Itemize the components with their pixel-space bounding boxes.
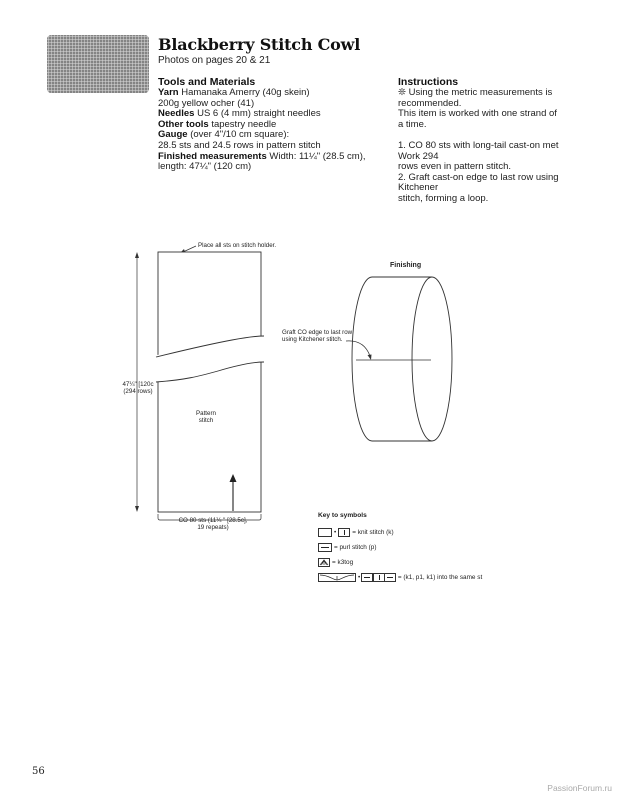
key-row-purl	[318, 543, 482, 552]
finishing-heading: Finishing	[390, 262, 422, 269]
instruction-note-line: recommended.	[398, 97, 462, 109]
key-separator: •	[334, 529, 337, 536]
length-label-line: 47¼" [120c	[122, 381, 154, 388]
gauge-text: (over 4"/10 cm square):	[190, 129, 290, 141]
purl-cell-icon	[384, 573, 396, 582]
tools-heading: Tools and Materials	[158, 76, 256, 88]
page-number: 56	[32, 766, 45, 777]
blank-symbol-icon	[318, 528, 332, 537]
yarn-label: Yarn	[158, 87, 179, 98]
watermark: PassionForum.ru	[547, 783, 612, 793]
key-row-k3tog	[318, 558, 482, 567]
knit-label: = knit stitch (k)	[352, 529, 394, 536]
needles-label: Needles	[158, 108, 195, 120]
instruction-note-line: ❊ Using the metric measurements is	[398, 87, 553, 98]
key-row-increase	[318, 573, 482, 582]
graft-label	[282, 329, 352, 344]
instruction-step-line: 1. CO 80 sts with long-tail cast-on met	[398, 139, 559, 151]
other-tools-label: Other tools	[158, 118, 209, 130]
graft-label-line: Graft CO edge to last row	[282, 329, 353, 336]
pattern-stitch-line: Pattern	[196, 410, 216, 417]
stitch-holder-note: Place all sts on stitch holder.	[198, 242, 277, 249]
purl-symbol-icon	[318, 543, 332, 552]
key-heading: Key to symbols	[318, 512, 367, 519]
photo-reference: Photos on pages 20 & 21	[158, 55, 271, 66]
increase-symbol-icon	[318, 573, 356, 582]
finished-line-2: length: 47¼" (120 cm)	[158, 161, 252, 173]
key-row-knit	[318, 528, 482, 537]
instruction-step-line: Kitchener	[398, 182, 439, 194]
instructions-heading: Instructions	[398, 76, 459, 88]
yarn-text: Hamanaka Amerry (40g skein)	[181, 87, 310, 98]
instruction-note-line: a time.	[398, 118, 427, 130]
instruction-step-line: stitch, forming a loop.	[398, 192, 489, 204]
instruction-step-line: Work 294	[398, 150, 439, 162]
knit-symbol-icon	[338, 528, 350, 537]
instruction-step-line: rows even in pattern stitch.	[398, 161, 511, 173]
length-label-line: (294 rows)	[123, 388, 153, 396]
cowl-panel	[152, 252, 266, 512]
finished-text: Width: 11¼" (28.5 cm),	[269, 150, 366, 162]
cast-on-line: 19 repeats)	[197, 524, 229, 532]
instruction-step-line: 2. Graft cast-on edge to last row using	[398, 171, 559, 183]
finishing-loop-diagram	[346, 277, 452, 441]
length-label	[114, 381, 162, 396]
stitch-holder-leader	[181, 246, 196, 252]
gauge-label: Gauge	[158, 129, 188, 141]
knit-cell-icon	[373, 573, 385, 582]
key-separator: •	[358, 574, 361, 581]
gauge-line-2: 28.5 sts and 24.5 rows in pattern stitch	[158, 139, 321, 151]
increase-label: = (k1, p1, k1) into the same st	[397, 574, 483, 581]
symbol-key	[318, 528, 482, 582]
yarn-line-2: 200g yellow ocher (41)	[158, 97, 255, 109]
graft-label-line: using Kitchener stitch.	[282, 336, 343, 344]
instruction-note-line: This item is worked with one strand of	[398, 108, 557, 120]
k3tog-label: = k3tog	[332, 559, 354, 566]
k1-p1-k1-symbol-icon	[362, 573, 396, 582]
purl-label: = purl stitch (p)	[334, 544, 377, 551]
page-title: Blackberry Stitch Cowl	[158, 35, 361, 54]
purl-cell-icon	[361, 573, 373, 582]
pattern-stitch-label	[186, 410, 226, 425]
k3tog-symbol-icon	[318, 558, 330, 567]
other-tools-text: tapestry needle	[211, 118, 277, 130]
pattern-stitch-line: stitch	[198, 417, 214, 425]
cast-on-line: CO 80 sts (11¼ " [28.5c],	[178, 517, 248, 524]
cast-on-label	[168, 517, 258, 532]
finished-label: Finished measurements	[158, 150, 267, 162]
needles-text: US 6 (4 mm) straight needles	[197, 108, 321, 120]
